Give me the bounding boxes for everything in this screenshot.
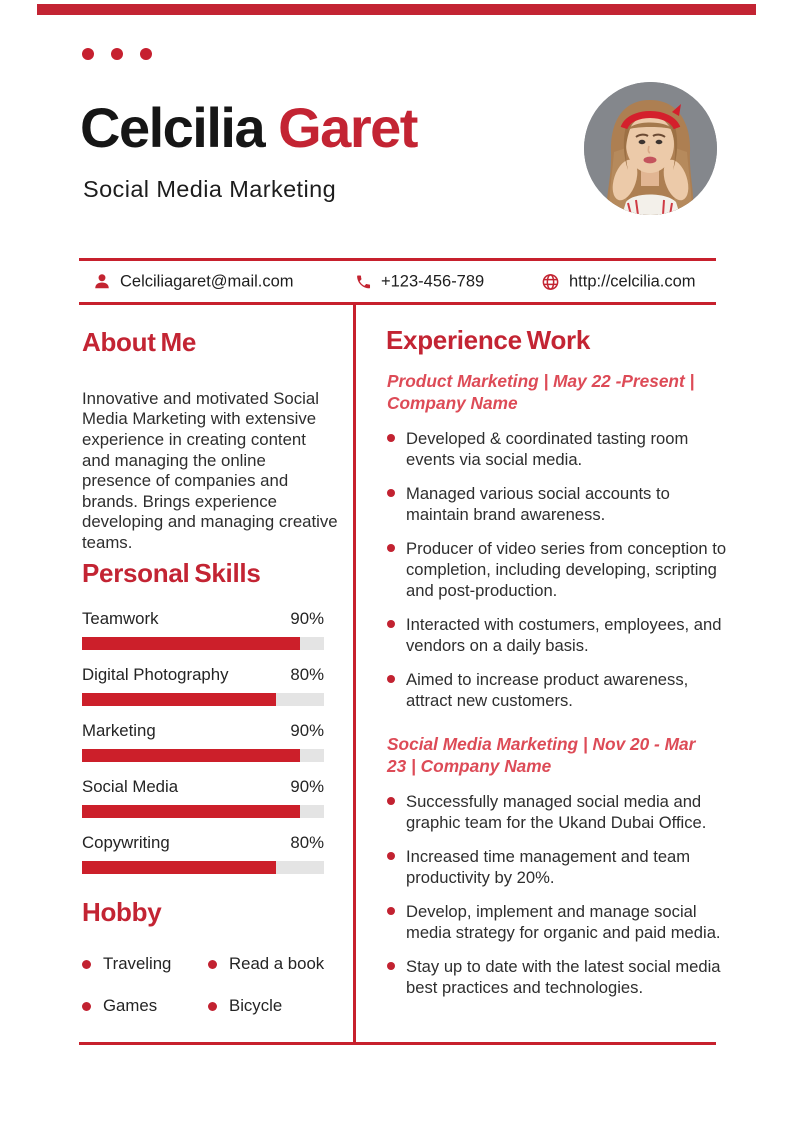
profile-photo [584,82,717,215]
last-name: Garet [278,96,417,159]
dot-icon [111,48,123,60]
hobby-item [82,996,208,1016]
job-bullet [387,428,736,470]
job-bullet [387,483,736,525]
job-bullet [387,846,736,888]
about-title: About Me [82,327,197,357]
skill-item [82,776,324,818]
skill-bar-fill [82,637,300,650]
phone-text: +123-456-789 [381,272,485,290]
bullet-text: Develop, implement and manage social media strategy for organic and paid media. [406,902,721,942]
bullet-icon [387,675,395,683]
skill-item [82,608,324,650]
bullet-icon [82,1002,91,1011]
job-bullet-list [387,428,736,724]
bottom-accent-line [79,1042,716,1045]
bullet-icon [387,620,395,628]
job-bullet [387,901,736,943]
bullet-icon [82,960,91,969]
skill-bar-fill [82,805,300,818]
job-bullet [387,669,736,711]
job-subtitle: Social Media Marketing [83,176,337,202]
top-accent-bar [37,4,756,15]
bullet-icon [387,544,395,552]
job-bullet [387,614,736,656]
skill-percent: 90% [290,609,324,628]
person-icon [93,273,111,291]
experience-title: Experience Work [386,325,591,355]
skills-title: Personal Skills [82,558,261,588]
skill-percent: 80% [290,833,324,852]
person-name [80,96,417,160]
contact-website [541,272,696,291]
email-text: Celciliagaret@mail.com [120,272,294,290]
hobby-item [208,996,334,1016]
job-bullet [387,791,736,833]
skill-item [82,720,324,762]
column-divider [353,302,356,1042]
job-heading: Product Marketing | May 22 -Present | Company Name [387,371,695,413]
hobby-label: Bicycle [229,996,283,1015]
bullet-icon [387,797,395,805]
skill-bar-track [82,749,324,762]
first-name: Celcilia [80,96,265,159]
about-text: Innovative and motivated Social Media Marketing with extensive experience in creating content and managing the online presence of companies and brands. Brings experience developing and managing creative teams. [82,388,338,552]
phone-icon [355,273,372,290]
hobby-item [208,954,334,974]
bullet-text: Managed various social accounts to maintain brand awareness. [406,484,670,524]
skill-bar-track [82,693,324,706]
skill-label: Teamwork [82,609,159,628]
job-heading: Social Media Marketing | Nov 20 - Mar 23 | Company Name [387,734,696,776]
bullet-text: Aimed to increase product awareness, attract new customers. [406,670,689,710]
skill-item [82,832,324,874]
skill-bar-track [82,861,324,874]
bullet-icon [387,434,395,442]
skill-bar-track [82,637,324,650]
job-bullet [387,538,736,601]
dot-icon [140,48,152,60]
bullet-icon [208,960,217,969]
hobby-label: Traveling [103,954,172,973]
job-bullet [387,956,736,998]
skill-percent: 90% [290,777,324,796]
skill-percent: 90% [290,721,324,740]
decorative-dots [82,48,152,60]
contact-phone [355,272,484,291]
bullet-text: Stay up to date with the latest social media best practices and technologies. [406,957,721,997]
skill-bar-fill [82,861,276,874]
bullet-icon [387,962,395,970]
bullet-text: Developed & coordinated tasting room events via social media. [406,429,689,469]
hobby-title: Hobby [82,897,162,927]
skill-bar-fill [82,693,276,706]
bullet-text: Interacted with costumers, employees, and vendors on a daily basis. [406,615,722,655]
bullet-text: Increased time management and team productivity by 20%. [406,847,691,887]
skill-item [82,664,324,706]
contact-bar [79,258,716,305]
hobby-label: Games [103,996,158,1015]
hobby-list [82,954,334,1016]
bullet-icon [387,852,395,860]
hobby-item [82,954,208,974]
bullet-icon [387,489,395,497]
skill-label: Copywriting [82,833,170,852]
bullet-icon [387,907,395,915]
skill-label: Social Media [82,777,179,796]
skill-percent: 80% [290,665,324,684]
skill-label: Digital Photography [82,665,229,684]
bullet-text: Successfully managed social media and graphic team for the Ukand Dubai Office. [406,792,707,832]
globe-icon [541,272,560,291]
bullet-icon [208,1002,217,1011]
hobby-label: Read a book [229,954,325,973]
skill-bar-track [82,805,324,818]
dot-icon [82,48,94,60]
website-text: http://celcilia.com [569,272,696,290]
job-bullet-list [387,791,736,1011]
bullet-text: Producer of video series from conception to completion, including developing, scripting and post-production. [406,539,727,600]
skills-list [82,608,324,888]
contact-email [93,272,294,291]
skill-label: Marketing [82,721,156,740]
portrait-illustration [584,82,717,215]
skill-bar-fill [82,749,300,762]
